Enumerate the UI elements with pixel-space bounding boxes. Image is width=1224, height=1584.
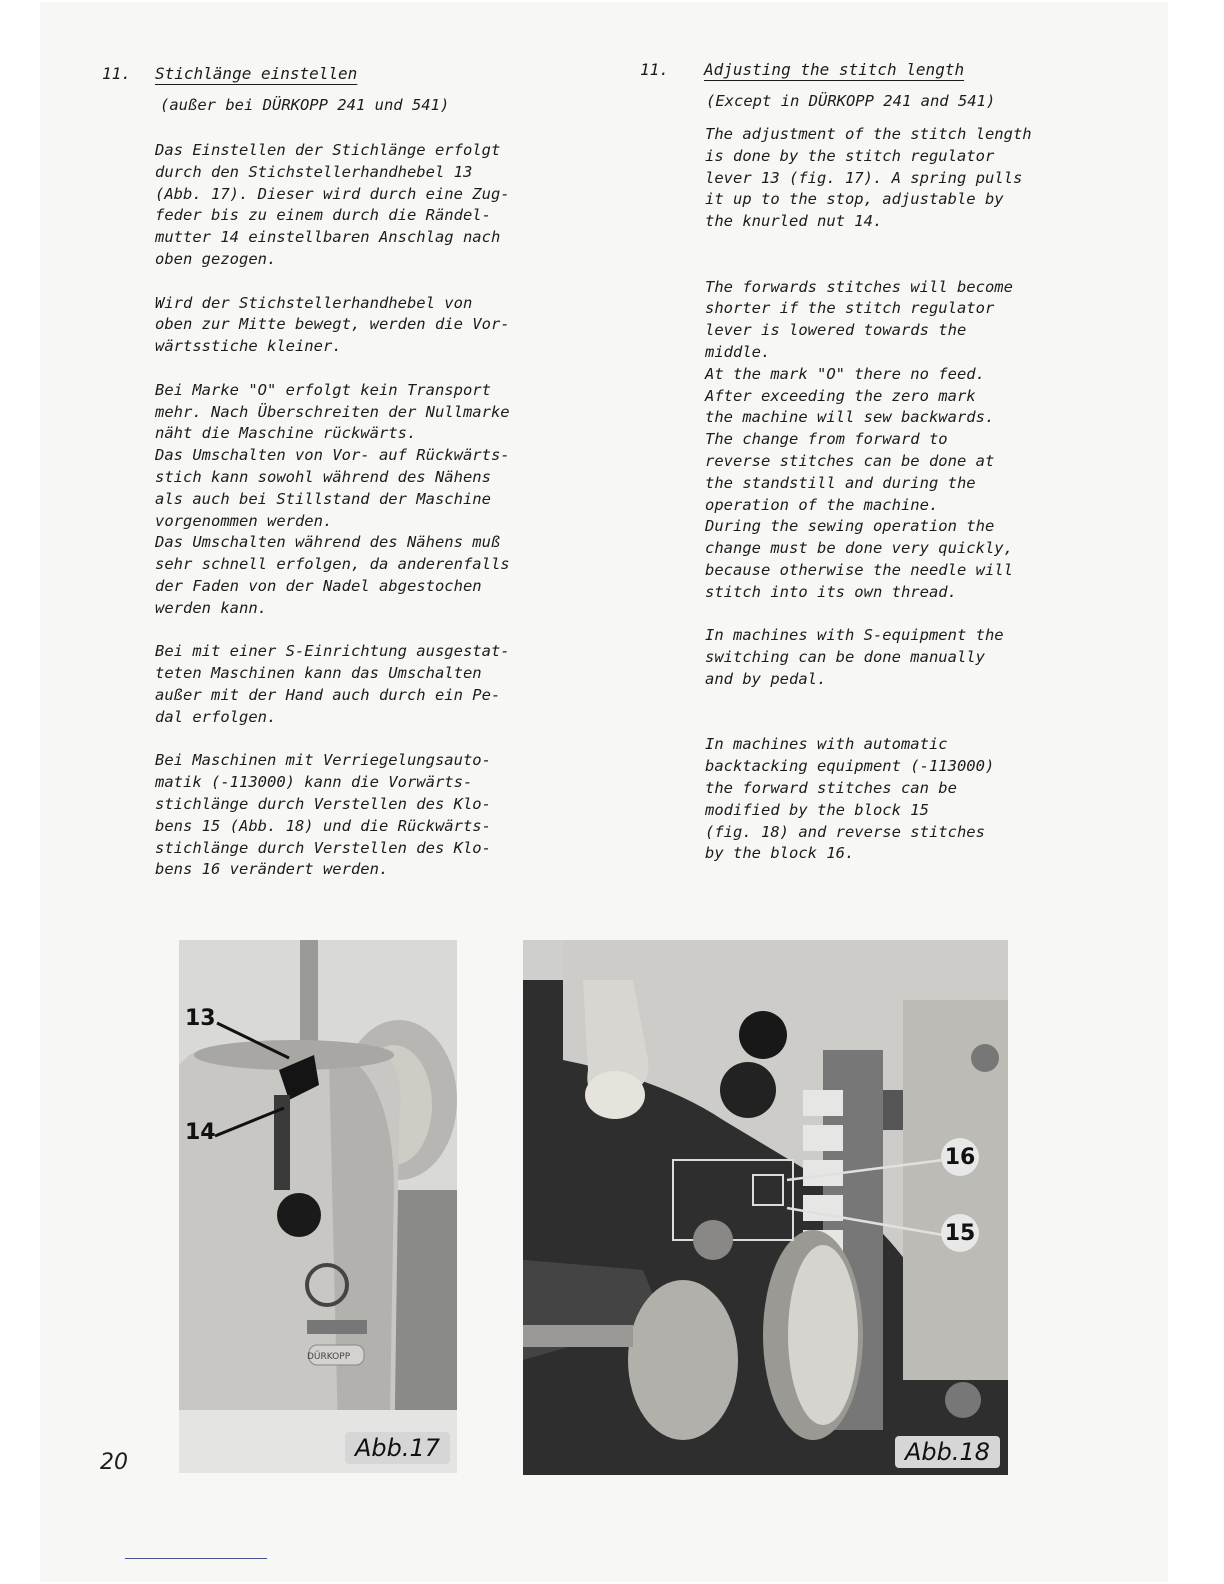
german-section-number: 11. [102,64,131,83]
english-paragraph-4: In machines with automatic backtacking equipment (-113000) the forward stitches can be modified by the block 15 (fig. 18) and reverse stitches by the block 16. [705,735,995,863]
german-subtitle: (außer bei DÜRKOPP 241 und 541) [160,96,450,114]
english-body [705,124,1125,865]
english-paragraph-2: The forwards stitches will become shorter if the stitch regulator lever is lowered towards the middle. At the mark "O" there no feed. After exceeding the zero mark the machine will sew backwards. The change from forward to reverse stitches can be done at the standstill and during the operation of the machine. During the sewing operation the change must be done very quickly, because otherwise the needle will stitch into its own thread. [705,277,1013,601]
english-paragraph-1: The adjustment of the stitch length is done by the stitch regulator lever 13 (fig. 17). A spring pulls it up to the stop, adjustable by the knurled nut 14. [705,125,1032,231]
german-paragraph-2: Wird der Stichstellerhandhebel von oben zur Mitte bewegt, werden die Vor- wärtsstiche kleiner. [155,293,510,356]
callout-14: 14 [185,1120,216,1145]
sewing-machine-head-illustration [179,940,457,1473]
machine-logo-text: DÜRKOPP [307,1352,351,1362]
stitch-mechanism-illustration [523,940,1008,1475]
figure-18-photo [523,940,1008,1475]
callout-16: 16 [941,1138,979,1176]
english-section-title: Adjusting the stitch length [704,60,965,79]
german-body [155,140,595,881]
german-paragraph-4: Bei mit einer S-Einrichtung ausgestat- teten Maschinen kann das Umschalten außer mit der Hand auch durch ein Pe- dal erfolgen. [155,642,510,726]
german-section-title: Stichlänge einstellen [155,64,358,83]
callout-13: 13 [185,1006,216,1031]
english-paragraph-3: In machines with S-equipment the switching can be done manually and by pedal. [705,626,1004,688]
footer-rule [125,1558,267,1559]
page-number: 20 [100,1450,128,1475]
german-paragraph-1: Das Einstellen der Stichlänge erfolgt durch den Stichstellerhandhebel 13 (Abb. 17). Dieser wird durch eine Zug- feder bis zu einem durch die Rändel- mutter 14 einstellbaren Anschlag nach oben gezogen. [155,141,510,268]
english-section-number: 11. [640,60,669,79]
english-subtitle: (Except in DÜRKOPP 241 and 541) [706,92,996,110]
figure-17-photo [179,940,457,1473]
figure-18-caption: Abb.18 [895,1436,1000,1468]
german-paragraph-5: Bei Maschinen mit Verriegelungsauto- matik (-113000) kann die Vorwärts- stichlänge durch Verstellen des Klo- bens 15 (Abb. 18) und die Rückwärts- stichlänge durch Verstellen des Klo- bens 16 verändert werden. [155,751,491,879]
callout-15: 15 [941,1214,979,1252]
figure-17-caption: Abb.17 [345,1432,450,1464]
german-paragraph-3: Bei Marke "O" erfolgt kein Transport mehr. Nach Überschreiten der Nullmarke näht die Maschine rückwärts. Das Umschalten von Vor- auf Rückwärts- stich kann sowohl während des Nähens als auch bei Stillstand der Maschine vorgenommen werden. Das Umschalten während des Nähens muß sehr schnell erfolgen, da anderenfalls der Faden von der Nadel abgestochen werden kann. [155,380,510,617]
